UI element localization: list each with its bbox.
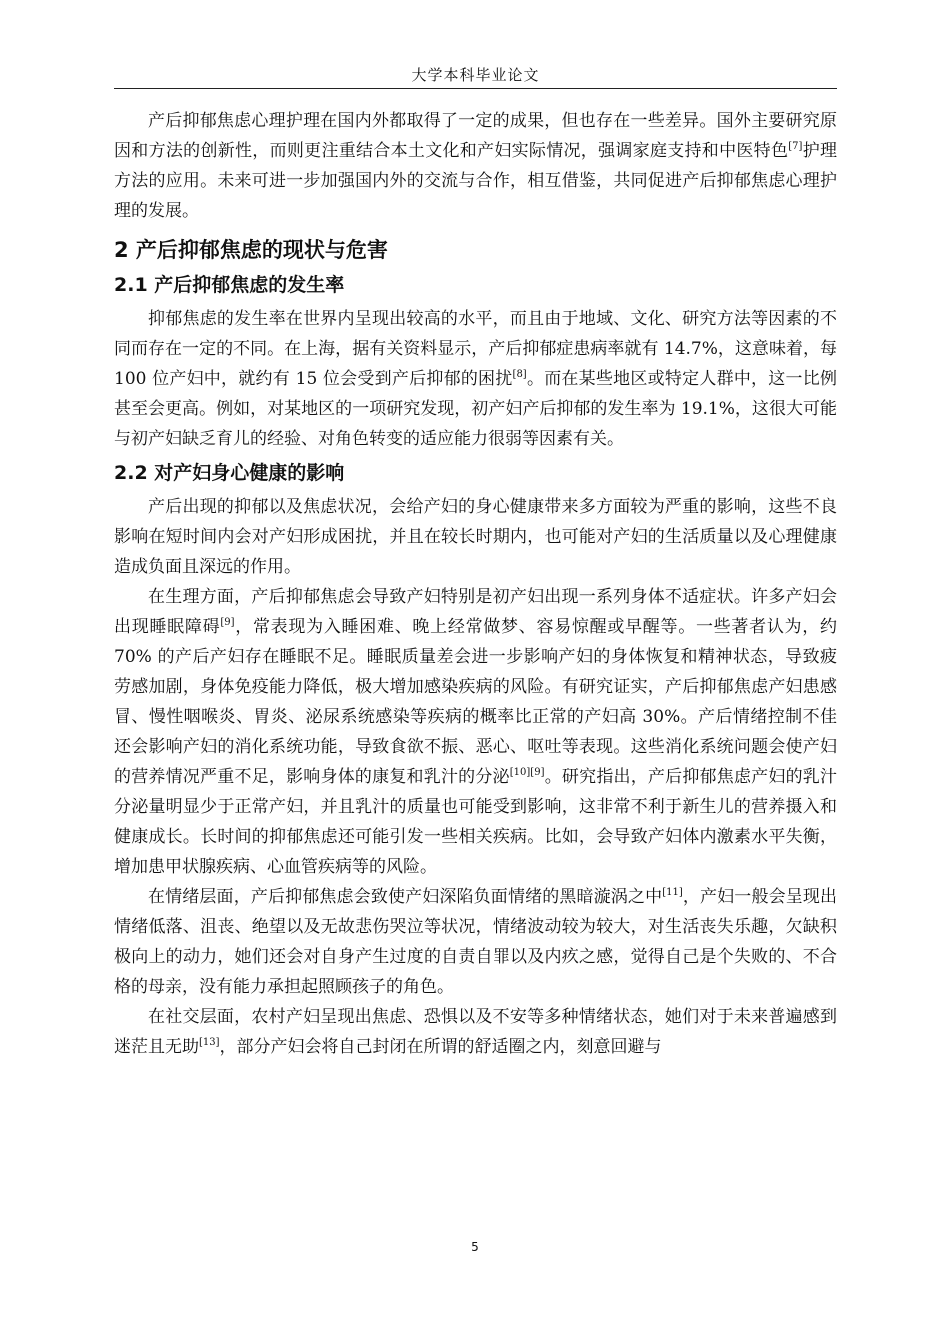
page-number: 5 [471,1240,479,1254]
section-heading: 2 产后抑郁焦虑的现状与危害 [114,238,388,262]
citation: [11] [662,887,683,898]
subsection-heading-2-1: 2.1 产后抑郁焦虑的发生率 [114,274,345,296]
document-body [114,106,837,1062]
paragraph-text: 护理方法的应用。未来可进一步加强国内外的交流与合作，相互借鉴，共同促进产后抑郁焦虑心理护理的发展。 [114,141,837,221]
paragraph-text: ，常表现为入睡困难、晚上经常做梦、容易惊醒或早醒等。一些著者认为，约 70% 的产后产妇存在睡眠不足。睡眠质量差会进一步影响产妇的身体恢复和精神状态，导致疲劳感加剧，身体免疫能力降低，极大增加感染疾病的风险。有研究证实，产后抑郁焦虑产妇患感冒、慢性咽喉炎、胃炎、泌尿系统感染等疾病的概率比正常的产妇高 30%。产后情绪控制不佳还会影响产妇的消化系统功能，导致食欲不振、恶心、呕吐等表现。这些消化系统问题会使产妇的营养情况严重不足，影响身体的康复和乳汁的分泌 [114,617,838,787]
citation: [7] [788,141,803,152]
paragraph-text: 在情绪层面，产后抑郁焦虑会致使产妇深陷负面情绪的黑暗漩涡之中 [148,887,663,907]
paragraph-social [114,1002,837,1062]
paragraph-emotional [114,882,837,1002]
header-divider [114,88,837,89]
paragraph-text: 。而在某些地区或特定人群中，这一比例甚至会更高。例如，对某地区的一项研究发现，初产妇产后抑郁的发生率为 19.1%，这很大可能与初产妇缺乏育儿的经验、对角色转变的适应能力很弱等因素有关。 [114,369,838,449]
citation: [13] [199,1037,220,1048]
citation: [8] [512,369,527,380]
paragraph-text: 在生理方面，产后抑郁焦虑会导致产妇特别是初产妇出现一系列身体不适症状。许多产妇会出现睡眠障碍 [114,587,837,637]
subsection-heading-2-2: 2.2 对产妇身心健康的影响 [114,462,345,484]
citation: [10][9] [509,767,545,778]
paragraph-text: 抑郁焦虑的发生率在世界内呈现出较高的水平，而且由于地域、文化、研究方法等因素的不同而存在一定的不同。在上海，据有关资料显示，产后抑郁症患病率就有 14.7%，这意味着，每 100 位产妇中，就约有 15 位会受到产后抑郁的困扰 [114,309,837,389]
paragraph-intro-comparison [114,106,837,226]
paragraph-text: 在社交层面，农村产妇呈现出焦虑、恐惧以及不安等多种情绪状态，她们对于未来普遍感到迷茫且无助 [114,1007,837,1057]
paragraph-text: ，产妇一般会呈现出情绪低落、沮丧、绝望以及无故悲伤哭泣等状况，情绪波动较为较大，对生活丧失乐趣，欠缺积极向上的动力，她们还会对自身产生过度的自责自罪以及内疚之感，觉得自己是个失败的、不合格的母亲，没有能力承担起照顾孩子的角色。 [114,887,838,997]
running-header: 大学本科毕业论文 [411,66,540,84]
paragraph-incidence [114,304,837,454]
paragraph-text: 产后抑郁焦虑心理护理在国内外都取得了一定的成果，但也存在一些差异。国外主要研究原因和方法的创新性，而则更注重结合本土文化和产妇实际情况，强调家庭支持和中医特色 [114,111,837,161]
citation: [9] [220,617,235,628]
paragraph-text: 。研究指出，产后抑郁焦虑产妇的乳汁分泌量明显少于正常产妇，并且乳汁的质量也可能受到影响，这非常不利于新生儿的营养摄入和健康成长。长时间的抑郁焦虑还可能引发一些相关疾病。比如，会导致产妇体内激素水平失衡，增加患甲状腺疾病、心血管疾病等的风险。 [114,767,838,877]
paragraph-text: ，部分产妇会将自己封闭在所谓的舒适圈之内，刻意回避与 [219,1037,662,1057]
paragraph-impact-overview: 产后出现的抑郁以及焦虑状况，会给产妇的身心健康带来多方面较为严重的影响，这些不良影响在短时间内会对产妇形成困扰，并且在较长时期内，也可能对产妇的生活质量以及心理健康造成负面且深远的作用。 [114,497,837,577]
paragraph-physiological [114,582,837,882]
